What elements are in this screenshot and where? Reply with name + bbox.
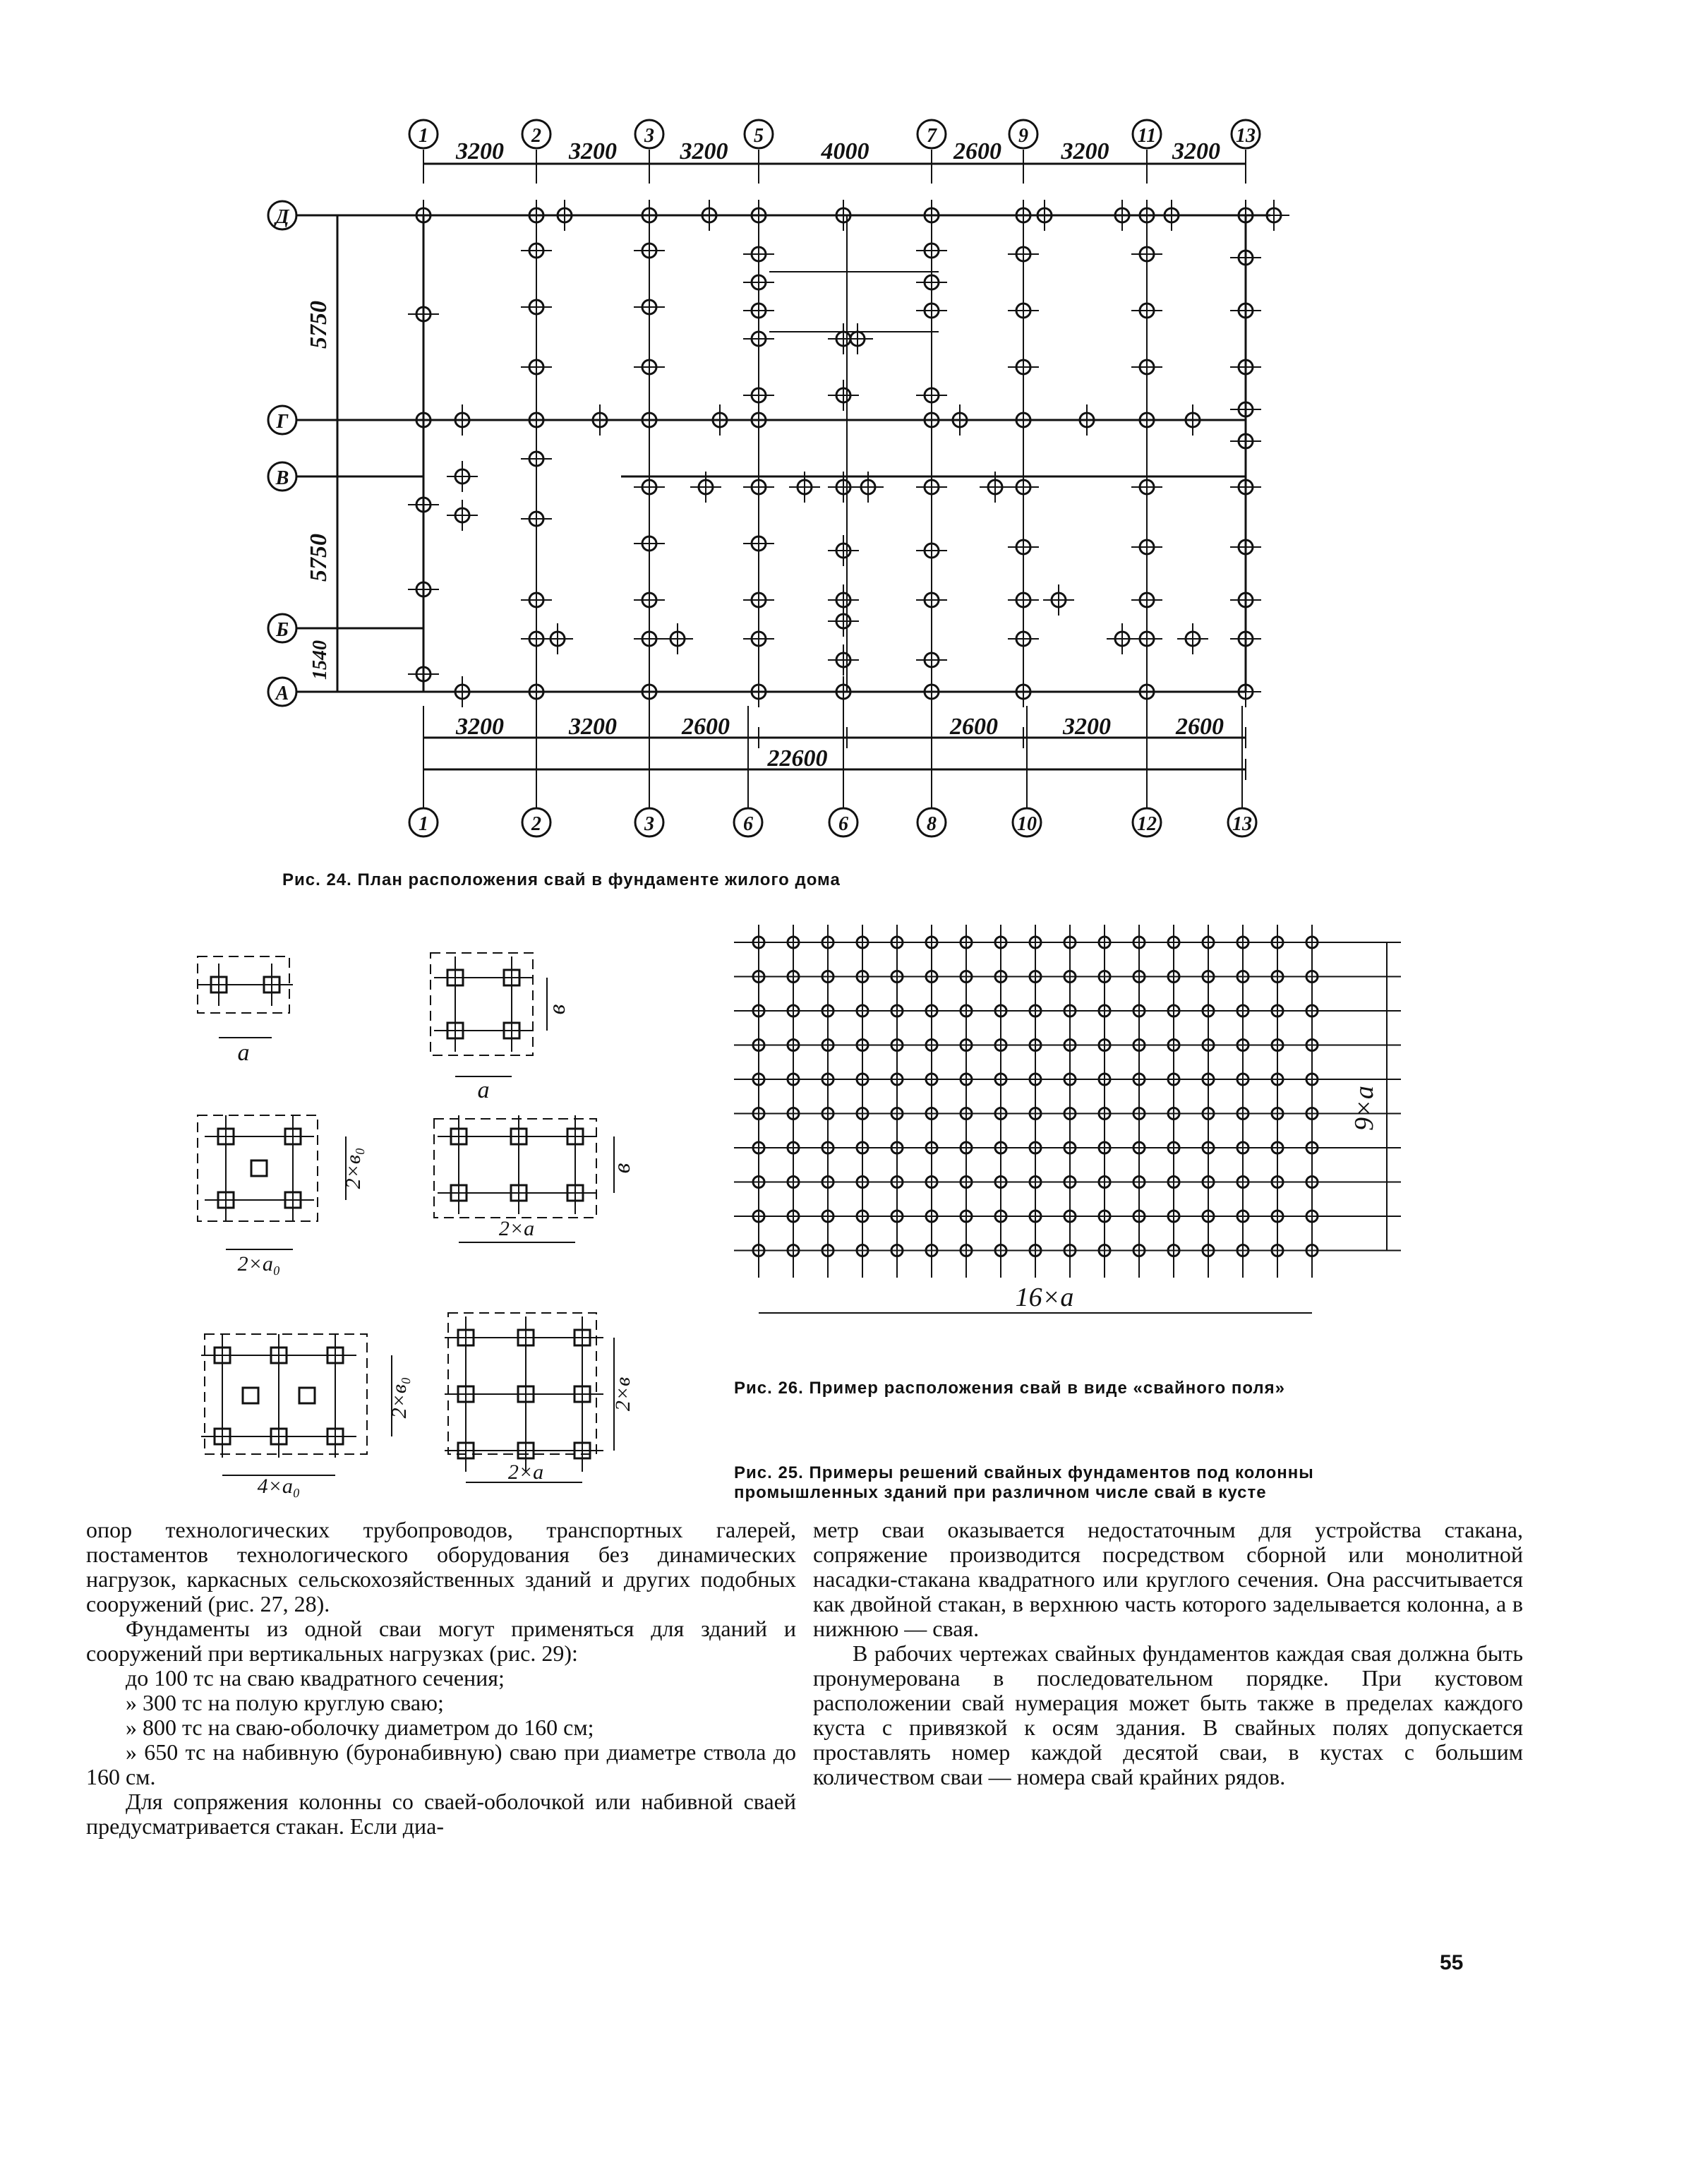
bottom-axis-bubble-6-label: 10	[1017, 813, 1037, 835]
bottom-dim-4: 3200	[1063, 714, 1111, 740]
right-paragraph-1: метр сваи оказывается недостаточным для устройства стакана, сопряжение производится посредством сборной или монолитной насадки-стакана квадратного или круглого сечения. Она рассчитывается как двойной стакан, в верхнюю часть которого заделывается колонна, а в нижнюю — свая.	[813, 1517, 1523, 1641]
top-dim-4: 2600	[953, 138, 1001, 164]
field-dim-horizontal: 16×а	[1015, 1283, 1074, 1312]
top-axis-bubble-11-label: 11	[1137, 125, 1157, 147]
top-axis-bubble-3-label: 3	[644, 125, 654, 147]
fig25-dim-1: а	[477, 1077, 490, 1103]
fig25-dim-5: в	[609, 1163, 635, 1174]
fig25-caption-line1: Рис. 25. Примеры решений свайных фундаментов под колонны	[734, 1463, 1314, 1482]
field-dim-vertical: 9×а	[1349, 1086, 1379, 1131]
row-axis-bubble-Д-label: Д	[275, 206, 289, 228]
row-axis-bubble-В-label: В	[275, 467, 289, 489]
row-axis-bubble-Г-label: Г	[276, 411, 289, 433]
fig25-dim-6: 2×а	[498, 1217, 535, 1240]
pile	[299, 1388, 315, 1403]
top-axis-bubble-5-label: 5	[754, 125, 764, 147]
fig25-dim-3: 2×в₀	[342, 1147, 365, 1189]
top-axis-bubble-2-label: 2	[531, 125, 541, 147]
fig25-dim-0: а	[237, 1040, 250, 1066]
left-column	[86, 1518, 796, 1839]
fig25-dim-4: 2×а₀	[237, 1252, 281, 1276]
row-axis-bubble-Б-label: Б	[276, 619, 289, 641]
top-dim-6: 3200	[1172, 138, 1220, 164]
bottom-dim-3: 2600	[950, 714, 998, 740]
bottom-dim-0: 3200	[456, 714, 504, 740]
fig25-dim-8: 4×а₀	[257, 1475, 301, 1498]
right-column	[813, 1518, 1523, 1789]
top-axis-bubble-1-label: 1	[419, 125, 428, 147]
top-dim-5: 3200	[1061, 138, 1109, 164]
bottom-dim-1: 3200	[569, 714, 617, 740]
pile	[243, 1388, 258, 1403]
fig25-dim-9: 2×в	[611, 1376, 634, 1412]
bottom-axis-bubble-1-label: 2	[531, 813, 541, 835]
bottom-dim-5: 2600	[1176, 714, 1224, 740]
left-paragraph-2: Фундаменты из одной сваи могут применяться для зданий и сооружений при вертикальных нагрузках (рис. 29):	[86, 1616, 796, 1666]
bottom-dim-2: 2600	[682, 714, 730, 740]
bottom-axis-bubble-4-label: 6	[838, 813, 848, 835]
top-axis-bubble-9-label: 9	[1018, 125, 1028, 147]
row-axis-bubble-А-label: А	[275, 683, 289, 704]
top-dim-2: 3200	[680, 138, 728, 164]
total-dim: 22600	[767, 745, 828, 772]
fig25-dim-10: 2×а	[507, 1460, 544, 1484]
fig24-caption: Рис. 24. План расположения свай в фундаменте жилого дома	[282, 870, 841, 889]
right-paragraph-2: В рабочих чертежах свайных фундаментов каждая свая должна быть пронумерована в последовательном порядке. При кустовом расположении свай нумерация может быть также в пределах каждого куста с привязкой к осям здания. В свайных полях допускается проставлять номер каждой десятой сваи, в кустах с большим количеством сваи — номера свай крайних рядов.	[813, 1640, 1523, 1789]
bottom-axis-bubble-0-label: 1	[419, 813, 428, 835]
fig26-pile-field	[706, 896, 1412, 1348]
fig25-dim-2: в	[544, 1004, 570, 1015]
left-list-item-3: » 800 тс на сваю-оболочку диаметром до 160 см;	[126, 1715, 594, 1740]
left-list-item-4: » 650 тс на набивную (буронабивную) сваю при диаметре ствола до 160 см.	[86, 1739, 796, 1789]
bottom-axis-bubble-2-label: 3	[644, 813, 654, 835]
bottom-axis-bubble-8-label: 13	[1232, 813, 1252, 835]
bottom-axis-bubble-7-label: 12	[1137, 813, 1157, 835]
fig24-pile-plan	[0, 0, 1691, 889]
left-dim-1: 5750	[306, 534, 332, 582]
page-number: 55	[1440, 1951, 1464, 1974]
fig25-dim-7: 2×в₀	[387, 1376, 411, 1419]
left-dim-0: 5750	[306, 301, 332, 349]
left-dim-2: 1540	[309, 640, 331, 680]
left-list-item-2: » 300 тс на полую круглую сваю;	[126, 1690, 444, 1715]
pile	[251, 1160, 267, 1176]
top-dim-0: 3200	[456, 138, 504, 164]
top-axis-bubble-13-label: 13	[1236, 125, 1256, 147]
left-paragraph-1: опор технологических трубопроводов, транспортных галерей, постаментов технологического оборудования без динамических нагрузок, каркасных сельскохозяйственных зданий и других подобных сооружений (рис. 27, 28).	[86, 1517, 796, 1616]
top-dim-1: 3200	[569, 138, 617, 164]
fig26-caption: Рис. 26. Пример расположения свай в виде «свайного поля»	[734, 1379, 1286, 1398]
bottom-axis-bubble-5-label: 8	[927, 813, 937, 835]
top-dim-3: 4000	[821, 138, 869, 164]
left-list-item-1: до 100 тс на сваю квадратного сечения;	[126, 1665, 505, 1691]
fig25-pile-clusters	[0, 896, 706, 1518]
cap-outline	[431, 953, 533, 1055]
left-paragraph-3: Для сопряжения колонны со сваей-оболочкой или набивной сваей предусматривается стакан. Если диа-	[86, 1789, 796, 1839]
fig25-caption-line2: промышленных зданий при различном числе свай в кусте	[734, 1483, 1267, 1502]
top-axis-bubble-7-label: 7	[927, 125, 937, 147]
bottom-axis-bubble-3-label: 6	[743, 813, 753, 835]
